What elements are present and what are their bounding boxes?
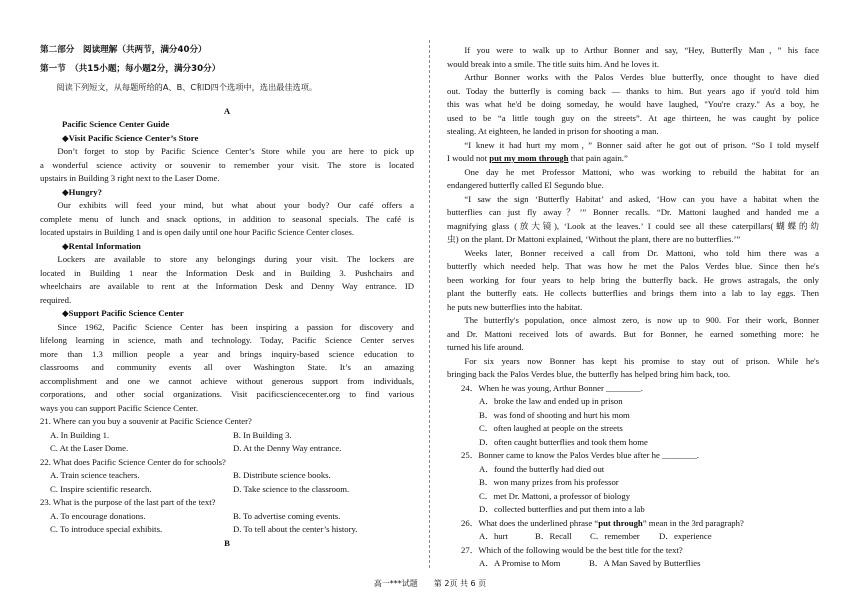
paragraph-line: this was what he'd be doing someday, he would have laughed, "You're crazy." As a boy, he [447,99,819,109]
option-b[interactable]: B．won many prizes from his professor [479,477,619,487]
passage-b-paragraph-6 [447,247,819,315]
paragraph-line: and Dr. Mattoni received lots of awards. But for Bonner, he earned something more: he [447,328,819,339]
support-paragraph [40,321,414,416]
instruction: 阅读下列短文，从每题所给的A、B、C和D四个选项中，选出最佳选项。 [56,82,318,92]
option-b[interactable]: B．Recall [535,531,572,541]
paragraph-line: One day he met Professor Mattoni, who was working to rebuild the habitat for an [464,166,819,177]
section-title: 第一节 （共15小题；每小题2分，满分30分） [40,63,221,74]
option-d[interactable]: D. To tell about the center’s history. [233,524,358,534]
question-23 [40,496,414,537]
option-c[interactable]: C．met Dr. Mattoni, a professor of biology [479,490,631,501]
rental-heading: ◆Rental Information [62,240,141,251]
option-c[interactable]: C．remember [590,531,640,541]
paragraph-line: The butterfly's population, once almost zero, is now up to 900. For their work, Bonner [464,315,819,325]
page-footer: 高一***试题 第 2页 共 6 页 [373,579,487,588]
question-21 [40,415,414,456]
text-run: I would not [447,153,490,163]
option-b[interactable]: B．was fond of shooting and hurt his mom [479,409,630,420]
option-b[interactable]: B．A Man Saved by Butterflies [589,558,701,568]
paragraph-line: he puts new butterflies into the habitat. [447,301,583,312]
paragraph-line: Arthur Bonner works with the Palos Verdes blue butterfly, once thought to have died [464,72,819,82]
store-paragraph [40,145,414,186]
option-d[interactable]: D．collected butterflies and put them into a lab [479,504,645,514]
passage-b-paragraph-1 [447,44,819,71]
paragraph-line: ways you can support Pacific Science Center. [40,402,199,413]
paragraph-line [447,152,819,166]
option-a[interactable]: A. To encourage donations. [50,510,146,521]
option-a[interactable]: A. In Building 1. [50,429,110,440]
paragraph-line: required. [40,294,72,305]
paragraph-line: upstairs in Building 3 right next to the Laser Dome. [40,173,220,183]
text-run: ” mean in the 3rd paragraph? [642,517,744,528]
paragraph-line: located in Building 1 near the Information Desk and in Building 3. Pushchairs and [40,267,414,278]
hungry-heading: ◆Hungry? [62,186,102,197]
paragraph-line: turned his life around. [447,342,524,352]
passage-b-paragraph-8 [447,355,819,382]
option-d[interactable]: D．experience [659,531,712,541]
hungry-paragraph [40,199,414,240]
passage-a-label: A [223,105,231,116]
option-a[interactable]: A．found the butterfly had died out [479,463,605,474]
option-b[interactable]: B. To advertise coming events. [233,510,341,521]
passage-b-paragraph-2 [447,71,819,139]
option-c[interactable]: C. To introduce special exhibits. [50,524,163,534]
passage-b-paragraph-5 [447,193,819,247]
paragraph-line: For six years now Bonner has kept his promise to stay out of prison. While he's [464,355,819,366]
question-24 [447,382,819,450]
option-d[interactable]: D. At the Denny Way entrance. [233,443,342,453]
column-divider [429,40,430,568]
question-27 [447,544,819,571]
option-b[interactable]: B. Distribute science books. [233,470,331,480]
left-column [40,44,414,550]
underlined-phrase: put my mom through [489,153,569,163]
part-title: 第二部分 阅读理解（共两节，满分40分） [40,45,207,55]
right-column [447,44,819,571]
passage-b-paragraph-7 [447,314,819,355]
paragraph-line: used to be “a little tough guy on the streets”. At age thirteen, he was caught by police [447,112,819,123]
rental-paragraph [40,253,414,307]
paragraph-line: Since 1962, Pacific Science Center has been inspiring a passion for discovery and [57,321,414,332]
quoted-phrase: put through [598,517,643,528]
store-heading: ◆Visit Pacific Science Center’s Store [62,132,199,143]
paragraph-line: magnifying glass (放大镜), ‘Look at the leaves.’ I could see all these caterpillars(蝴蝶的幼 [447,220,819,231]
paragraph-line: butterflies can just fly away？’” Bonner recalls. “Dr. Mattoni laughed and handed me a [447,207,819,217]
question-26 [447,517,819,544]
paragraph-line: Our exhibits will feed your mind, but what about your body? Our café offers a [57,200,414,210]
question-stem: 21. Where can you buy a souvenir at Pacific Science Center? [40,416,252,426]
question-stem: 23. What is the purpose of the last part of the text? [40,497,216,507]
paragraph-line: Don’t forget to stop by Pacific Science Center’s Store while you are here to pick up [57,146,414,156]
option-d[interactable]: D. Take science to the classroom. [233,483,350,494]
option-a[interactable]: A．A Promise to Mom [479,558,561,568]
option-b[interactable]: B. In Building 3. [233,429,292,440]
paragraph-line: been working for four years to help bring the butterfly back. He grows astragals, the only [447,274,819,285]
paragraph-line: plant the butterfly eats. He collects butterflies and brings them into a lab to lay eggs. Then [447,288,819,298]
paragraph-line: endangered butterfly called El Segundo blue. [447,180,604,190]
question-stem: 24．When he was young, Arthur Bonner ________. [461,382,643,393]
paragraph-line: stealing. At eighteen, he landed in prison for shooting a man. [447,126,659,136]
text-run: 26．What does the underlined phrase “ [461,517,599,528]
passage-b-paragraph-4 [447,166,819,193]
paragraph-line: Lockers are available to store any belongings during your visit. The lockers are [57,254,414,264]
option-a[interactable]: A．broke the law and ended up in prison [479,396,623,406]
paragraph-line: corporations, and other social organizations. Visit pacificsciencecenter.org to find various [40,389,414,399]
question-stem: 22. What does Pacific Science Center do for schools? [40,456,226,467]
paragraph-line: would break into a smile. The title suits him. And he loves it. [447,58,659,69]
option-c[interactable]: C. At the Laser Dome. [50,443,129,453]
paragraph-line: accomplishment and one we cannot achieve without generous support from individuals, [40,375,414,386]
paragraph-line: a wonderful science activity or souvenir to remember your visit. The store is located [40,159,414,170]
question-stem [447,517,819,531]
paragraph-line: lifelong learning in science, math and technology. Today, Pacific Science Center serves [40,335,414,345]
paragraph-line: “I knew it had hurt my mom，” Bonner said after he got out of prison. “So I told myself [464,139,819,150]
paragraph-line: located upstairs in Building 1 and is open daily until one hour Pacific Science Center closes. [40,227,354,237]
option-c[interactable]: C．often laughed at people on the streets [479,423,623,433]
passage-b-label: B [224,537,230,548]
paragraph-line: Weeks later, Bonner received a call from Dr. Mattoni, who told him there was a [464,247,819,258]
passage-b-paragraph-3 [447,139,819,166]
paragraph-line: more than 1.3 million people a year and brings inquiry-based science education to [40,348,414,359]
paragraph-line: If you were to walk up to Arthur Bonner and say, “Hey, Butterfly Man，” his face [464,45,819,55]
question-stem: 25．Bonner came to know the Palos Verdes blue after he ________. [461,450,699,460]
question-25 [447,449,819,517]
paragraph-line: complete menu of lunch and snack options, in addition to seasonal specials. The café is [40,213,414,224]
option-a[interactable]: A. Train science teachers. [50,470,140,480]
guide-title: Pacific Science Center Guide [62,119,170,129]
paragraph-line: butterfly which needed help. That was how he met the Palos Verdes blue. Since then he's [447,261,819,271]
text-run: that pain again.” [568,153,628,163]
option-a[interactable]: A．hurt [479,531,508,541]
paragraph-line: bringing back the Palos Verdes blue, the butterfly has helped bring him back, too. [447,369,731,379]
question-22 [40,456,414,497]
paragraph-line: out. Today the butterfly is coming back — thanks to him. But years ago if you'd told him [447,85,819,96]
support-heading: ◆Support Pacific Science Center [62,308,184,318]
option-d[interactable]: D．often caught butterflies and took them home [479,436,648,447]
paragraph-line: classrooms and community events all over Washington State. It’s an amazing [40,362,414,372]
option-c[interactable]: C. Inspire scientific research. [50,483,152,494]
paragraph-line: wheelchairs are available to rent at the Information Desk and Denny Way entrance. ID [40,281,414,291]
paragraph-line: “I saw the sign ‘Butterfly Habitat’ and asked, ‘How can you have a habitat when the [464,193,819,204]
paragraph-line: 虫) on the plant. Dr Mattoni explained, ‘Without the plant, there are no butterflies.’” [447,234,741,244]
question-stem: 27．Which of the following would be the best title for the text? [461,544,683,555]
